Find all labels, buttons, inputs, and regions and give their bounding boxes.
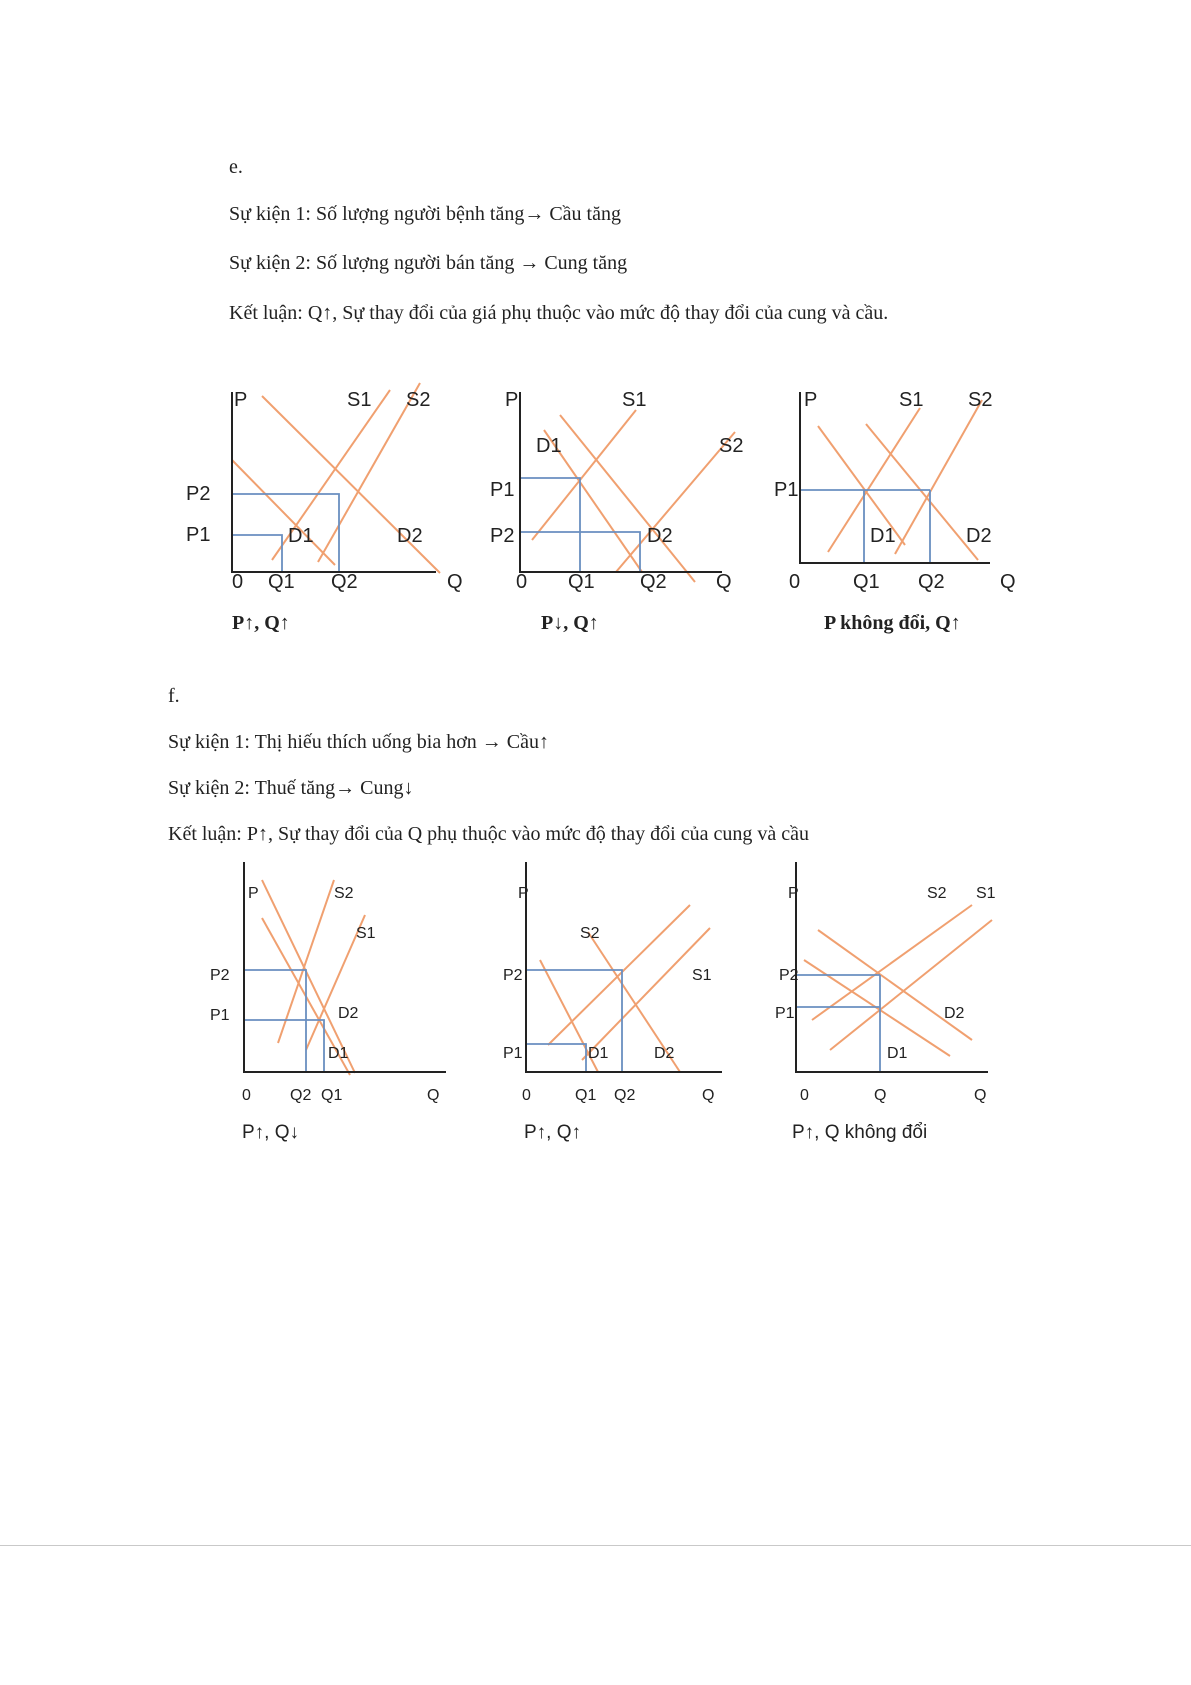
label-q1: Q1 (575, 1087, 597, 1104)
p1-guide (526, 1044, 586, 1072)
label-d2: D2 (966, 525, 992, 547)
section-f-conclusion: Kết luận: P↑, Sự thay đổi của Q phụ thuộc vào mức độ thay đổi của cung và cầu (168, 823, 809, 845)
label-p1: P1 (210, 1007, 230, 1024)
label-p1: P1 (490, 479, 515, 501)
axis-label-q: Q (427, 1087, 440, 1104)
section-e-event-2: Sự kiện 2: Số lượng người bán tăng → Cung tăng (229, 252, 628, 274)
p2-guide (244, 970, 306, 1072)
label-p1: P1 (774, 479, 799, 501)
p2-guide (232, 494, 339, 572)
label-q2: Q2 (614, 1087, 636, 1104)
p1-guide (232, 535, 282, 572)
diagram-e1 (180, 380, 480, 600)
label-d1: D1 (887, 1045, 908, 1062)
caption-e1: P↑, Q↑ (232, 612, 290, 634)
caption-f2: P↑, Q↑ (524, 1122, 582, 1143)
label-origin: 0 (232, 571, 244, 593)
section-f-event-2: Sự kiện 2: Thuế tăng→ Cung↓ (168, 777, 414, 799)
section-f-event-1: Sự kiện 1: Thị hiếu thích uống bia hơn → Cầu↑ (168, 731, 550, 753)
label-q2: Q2 (331, 571, 358, 593)
label-q1: Q1 (268, 571, 295, 593)
label-origin: 0 (789, 571, 801, 593)
diagram-f3 (770, 860, 1020, 1104)
label-d1: D1 (328, 1045, 349, 1062)
section-e-event-1: Sự kiện 1: Số lượng người bệnh tăng→ Cầu tăng (229, 203, 621, 225)
label-q-equilibrium: Q (874, 1087, 887, 1104)
label-q2: Q2 (290, 1087, 312, 1104)
d1-curve (232, 460, 335, 565)
axis-label-p: P (518, 885, 529, 902)
axes (796, 862, 988, 1072)
label-d1: D1 (870, 525, 896, 547)
section-e-conclusion: Kết luận: Q↑, Sự thay đổi của giá phụ thuộc vào mức độ thay đổi của cung và cầu. (229, 302, 889, 324)
label-p2: P2 (490, 525, 515, 547)
label-d2: D2 (338, 1005, 359, 1022)
label-p1: P1 (775, 1005, 795, 1022)
label-p2: P2 (186, 483, 211, 505)
label-q1: Q1 (321, 1087, 343, 1104)
label-p2: P2 (779, 967, 799, 984)
axis-label-q: Q (974, 1087, 987, 1104)
diagram-f1 (200, 860, 460, 1104)
guides (232, 494, 339, 572)
label-s2: S2 (968, 389, 993, 411)
label-s2: S2 (719, 435, 744, 457)
s2-curve (616, 432, 735, 572)
label-d2: D2 (944, 1005, 965, 1022)
curves (532, 410, 735, 582)
label-d1: D1 (536, 435, 562, 457)
s1-curve (532, 410, 636, 540)
label-origin: 0 (242, 1087, 251, 1104)
page-footer-divider (0, 1545, 1191, 1546)
axis-label-q: Q (702, 1087, 715, 1104)
curves (818, 400, 982, 560)
caption-f3: P↑, Q không đổi (792, 1122, 928, 1143)
diagram-f2 (480, 860, 750, 1104)
label-q2: Q2 (640, 571, 667, 593)
label-origin: 0 (800, 1087, 809, 1104)
label-s1: S1 (692, 967, 712, 984)
label-s2: S2 (406, 389, 431, 411)
curves (262, 880, 365, 1075)
axis-label-q: Q (716, 571, 732, 593)
caption-e2: P↓, Q↑ (541, 612, 599, 634)
label-p1: P1 (186, 524, 211, 546)
section-e-heading: e. (229, 156, 243, 178)
label-d2: D2 (654, 1045, 675, 1062)
s2-curve (548, 905, 690, 1045)
s2-curve (812, 905, 972, 1020)
caption-e3: P không đổi, Q↑ (824, 612, 961, 634)
label-s1: S1 (899, 389, 924, 411)
label-s2: S2 (580, 925, 600, 942)
label-s2: S2 (334, 885, 354, 902)
label-p2: P2 (210, 967, 230, 984)
axis-label-q: Q (1000, 571, 1016, 593)
label-d2: D2 (397, 525, 423, 547)
axis-label-p: P (804, 389, 818, 411)
label-origin: 0 (522, 1087, 531, 1104)
caption-f1: P↑, Q↓ (242, 1122, 300, 1143)
axis-label-q: Q (447, 571, 463, 593)
label-s1: S1 (976, 885, 996, 902)
diagram-e2 (484, 380, 764, 600)
axis-label-p: P (788, 885, 799, 902)
axis-label-p: P (505, 389, 519, 411)
label-p1: P1 (503, 1045, 523, 1062)
curves (804, 905, 992, 1056)
label-q1: Q1 (853, 571, 880, 593)
label-p2: P2 (503, 967, 523, 984)
label-s1: S1 (347, 389, 372, 411)
label-q2: Q2 (918, 571, 945, 593)
label-s1: S1 (356, 925, 376, 942)
label-d1: D1 (288, 525, 314, 547)
label-q1: Q1 (568, 571, 595, 593)
diagram-e3 (772, 380, 1022, 600)
label-s1: S1 (622, 389, 647, 411)
label-d1: D1 (588, 1045, 609, 1062)
label-origin: 0 (516, 571, 528, 593)
curves (540, 905, 710, 1072)
label-s2: S2 (927, 885, 947, 902)
guides (796, 975, 880, 1072)
section-f-heading: f. (168, 685, 180, 707)
label-d2: D2 (647, 525, 673, 547)
axis-label-p: P (234, 389, 248, 411)
axis-label-p: P (248, 885, 259, 902)
